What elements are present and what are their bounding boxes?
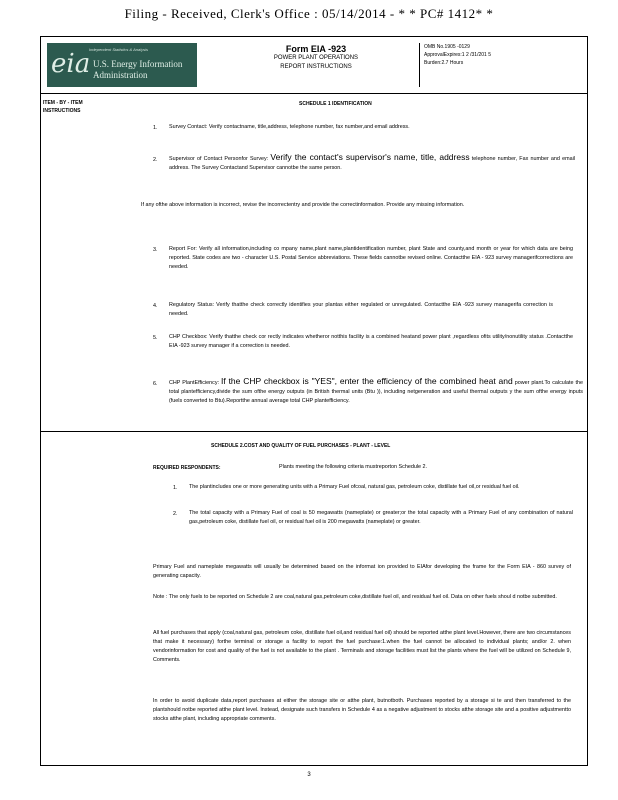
item-number: 4.	[153, 303, 158, 309]
logo-mark: eia	[51, 49, 91, 79]
item-3-text: Report For: Verify all information,including co mpany name,plant name,plantidentification number, plant State and county,and month or year for which data are being reported. State codes are two - character U.S. Postal Service abbreviations. These fields cannotbe revised online. Contactthe EIA - 923 survey managerifcorrections are needed.	[169, 246, 573, 270]
burden-hours: Burden:2.7 Hours	[424, 60, 464, 66]
page-number: 3	[307, 772, 311, 778]
left-label-line2: INSTRUCTIONS	[43, 108, 81, 114]
omb-number: OMB No.1905 -0129	[424, 44, 470, 50]
duplicate-data-paragraph: In order to avoid duplicate data,report purchases at either the storage site or atthe plant, butnotboth. Purchases reported by a storage si te and then transferred to the plantshould notbe reported atthe plant level. Instead, designate such transfers in Schedule 4 as a negative adjustment to stocks atthe storage site and a positive adjustmentto stocks atthe plant, including appropriate comments.	[153, 698, 571, 722]
omb-block	[419, 43, 587, 87]
item-number: 3.	[153, 247, 158, 253]
left-label-line1: ITEM - BY - ITEM	[43, 100, 83, 106]
criteria-2-text: The total capacity with a Primary Fuel of coal is 50 megawatts (nameplate) or greater;or the total capacity with a Primary Fuel of any combination of natural gas,petroleum coke, distillate fuel oil, or residual fuel oil is 200 megawatts (nameplate) or greater.	[189, 510, 573, 525]
criteria-1-text: The plantincludes one or more generating units with a Primary Fuel ofcoal, natural gas, petroleum coke, distillate fuel oil,or residual fuel oil.	[189, 484, 520, 490]
item-6-emphasis: If the CHP checkbox is "YES", enter the efficiency of the combined heat and	[221, 376, 513, 386]
item-2-label: Supervisor of Contact Personfor Survey:	[169, 156, 271, 162]
item-2-text	[169, 153, 575, 173]
logo-tagline: Independent Statistics & Analysis	[89, 47, 148, 52]
item-2-rest: telephone number, Fax number and email address. The Survey Contactand Supervisor cannotbe the same person.	[169, 156, 575, 171]
form-title-block	[241, 45, 391, 72]
required-respondents-text: Plants meeting the following criteria mustreporton Schedule 2.	[279, 464, 428, 470]
item-number: 1.	[153, 125, 158, 131]
criteria-number: 2.	[173, 511, 178, 517]
fuel-purchases-paragraph: All fuel purchases that apply (coal,natural gas, petroleum coke, distillate fuel oil,and residual fuel oil) should be reported atthe plant level.However, there are two circumstances that make it necessary) forthe terminal or storage a facility to report the fuel purchase:1.when the fuel cannot be allocated to individual plants; and/or 2. when vendorinformation for cost and quality of the fuel is not available to the plant . Terminals and storage facilities must list the plants where the fuel will be utilized on Schedule 9, Comments.	[153, 630, 571, 663]
item-6-text	[169, 377, 583, 406]
item-6-label: CHP PlantEfficiency:	[169, 380, 221, 386]
form-subtitle-2: REPORT INSTRUCTIONS	[280, 64, 352, 70]
note-paragraph: Note : The only fuels to be reported on Schedule 2 are coal,natural gas,petroleum coke,distillate fuel oil, and residual fuel oil. Data on other fuels shoul d notbe submitted.	[153, 594, 557, 600]
schedule2-title: SCHEDULE 2.COST AND QUALITY OF FUEL PURCHASES - PLANT - LEVEL	[211, 443, 391, 449]
primary-fuel-paragraph: Primary Fuel and nameplate megawatts will usually be determined based on the informat ion provided to EIAfor developing the frame for the Form EIA - 860 survey of generating capacity.	[153, 564, 571, 579]
logo-name-line2: Administration	[93, 70, 148, 80]
form-subtitle-1: POWER PLANT OPERATIONS	[273, 55, 359, 61]
item-number: 5.	[153, 335, 158, 341]
schedule1-title: SCHEDULE 1 IDENTIFICATION	[299, 101, 372, 107]
item-number: 2.	[153, 157, 158, 163]
filing-stamp: Filing - Received, Clerk's Office : 05/14/2014 - * * PC# 1412* *	[124, 6, 494, 21]
instruction-page	[40, 36, 588, 766]
item-5-text: CHP Checkbox: Verify thatthe check cor rectly indicates whetheror notthis facility is a combined heatand power plant ,regardless ofits utility/nonutility status .Contactthe EIA -923 survey manager if a correction is needed.	[169, 334, 573, 349]
page-header	[41, 37, 587, 94]
section-divider	[41, 431, 587, 432]
logo-name-line1: U.S. Energy Information	[93, 59, 183, 69]
item-4-text: Regulatory Status: Verify thatthe check correctly identifies your plantas either regulated or unregulated. Contactthe EIA -923 survey managerifa correction is needed.	[169, 302, 553, 317]
item-by-item-label	[43, 99, 123, 115]
form-title: Form EIA -923	[285, 44, 347, 54]
item-1-text: Survey Contact: Verify contactname, title,address, telephone number, fax number,and email address.	[169, 124, 410, 130]
required-respondents-label: REQUIRED RESPONDENTS:	[153, 465, 221, 471]
item-number: 6.	[153, 381, 158, 387]
item-2-emphasis: Verify the contact's supervisor's name, title, address	[270, 152, 470, 162]
criteria-number: 1.	[173, 485, 178, 491]
item-6-rest: power plant.To calculate the total plantefficiency,divide the sum ofthe energy outputs (in British thermal units (Btu )), including netgeneration and useful thermal outputs y the sum ofthe energy inputs (fuels converted to Btu).Reportthe annual average total CHP plantefficiency.	[169, 380, 583, 404]
approval-expires: ApprovalExpires:1 2 /31/201 5	[424, 52, 491, 58]
incorrect-info-note: If any ofthe above information is incorrect, revise the incorrectentry and provide the correctinformation. Provide any missing information.	[141, 202, 465, 208]
eia-logo	[47, 43, 197, 87]
